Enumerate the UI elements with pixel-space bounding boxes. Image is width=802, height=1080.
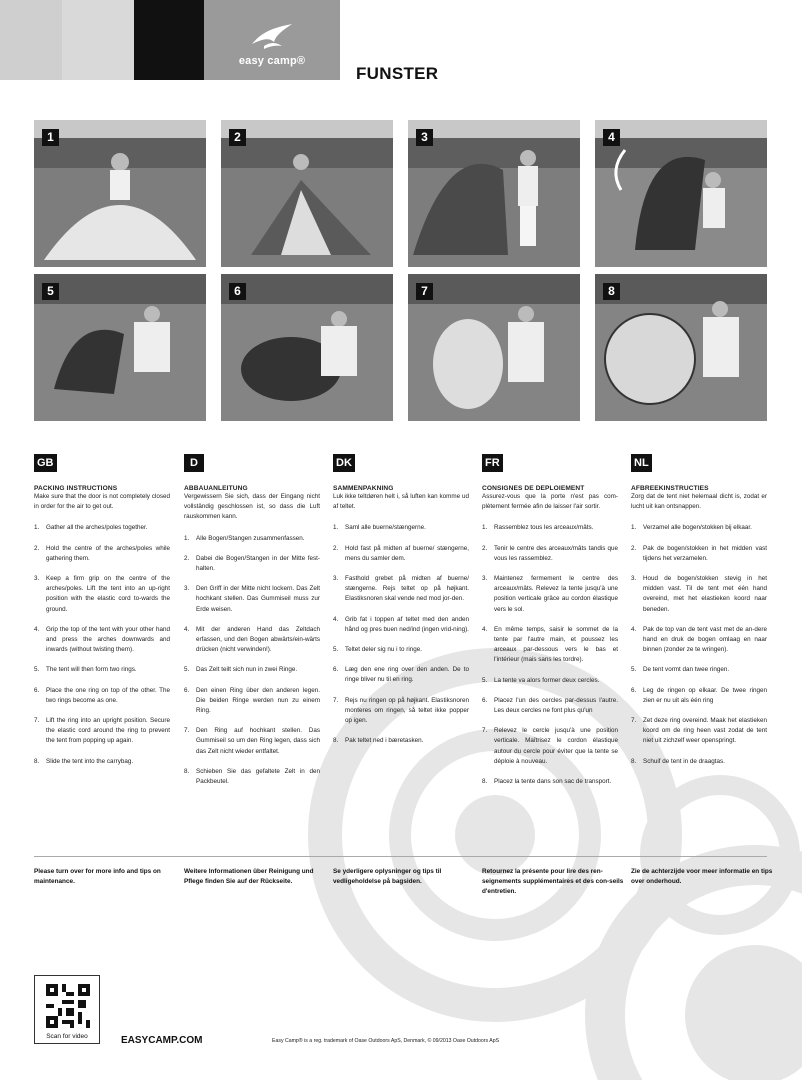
list-item: 5. The tent will then form two rings.: [34, 666, 137, 674]
step-number: 1: [42, 129, 59, 146]
step-photo-2: [221, 120, 393, 267]
qr-caption: Scan for video: [46, 1033, 88, 1040]
list-item: 5. La tente va alors former deux cercles.: [482, 676, 600, 684]
header-gray-block: [62, 0, 134, 80]
tent-photo-icon: [221, 120, 393, 267]
column-gb: [34, 453, 170, 777]
column-heading: AFBREEKINSTRUCTIES: [631, 485, 709, 492]
instruction-list: [184, 534, 320, 788]
list-item: 8. Pak teltet ned i bæretasken.: [333, 737, 424, 745]
step-photo-8: [595, 274, 767, 421]
tent-photo-icon: [34, 120, 206, 267]
lang-badge: GB: [34, 454, 57, 472]
list-item: 2. Pak de bogen/stokken in het midden vast tijdens het verzamelen.: [631, 544, 767, 562]
list-item: 1. Rassemblez tous les arceaux/mâts.: [482, 524, 594, 532]
tent-photo-icon: [595, 120, 767, 267]
step-photo-7: [408, 274, 580, 421]
list-item: 3. Keep a firm grip on the centre of the arches/poles. Lift the tent into an up-right position with the elastic cord to-wards the ground.: [34, 575, 170, 613]
list-item: 4. Pak de top van de tent vast met de an-dere hand en druk de bogen omlaag en naar binnen (zonder ze te wringen).: [631, 625, 767, 654]
list-item: 6. Den einen Ring über den anderen legen. Die beiden Ringe werden nun zu einem Ring.: [184, 686, 320, 715]
step-photo-5: [34, 274, 206, 421]
list-item: 2. Hold fast på midten af buerne/ stængerne, mens du samler dem.: [333, 544, 469, 562]
list-item: 1. Verzamel alle bogen/stokken bij elkaar.: [631, 524, 752, 532]
step-number: 3: [416, 129, 433, 146]
column-dk: [333, 453, 469, 756]
column-heading: PACKING INSTRUCTIONS: [34, 485, 118, 492]
step-number: 4: [603, 129, 620, 146]
footer-note-dk: Se yderligere oplysninger og tips til vedligeholdelse på bagsiden.: [333, 868, 442, 885]
step-photo-1: [34, 120, 206, 267]
list-item: 7. Den Ring auf hochkant stellen. Das Gummiseil so um den Ring legen, dass sich das Zelt nicht wieder entfaltet.: [184, 727, 320, 755]
list-item: 7. Rejs nu ringen op på højkant. Elastiksnoren monteres om ringen, så teltet ikke popper op igen.: [333, 696, 469, 725]
footer-note-fr: Retournez la présente pour lire des ren-seignements supplémentaires et des con-seils d'entretien.: [482, 868, 624, 895]
lang-badge: D: [184, 454, 204, 472]
list-item: 1. Alle Bogen/Stangen zusammenfassen.: [184, 534, 305, 542]
logo-wordmark: easy camp®: [238, 55, 306, 67]
list-item: 7. Zet deze ring overeind. Maak het elastieken koord om de ring heen vast zodat de tent niet uit zichzelf weer openspringt.: [631, 717, 767, 745]
column-intro: Assurez-vous que la porte n'est pas com-plètement fermée afin de laisser l'air sortir.: [482, 493, 618, 511]
column-heading: CONSIGNES DE DEPLOIEMENT: [482, 485, 585, 492]
footer-note-d: Weitere Informationen über Reinigung und Pflege finden Sie auf der Rückseite.: [184, 868, 314, 885]
qr-code-icon: [46, 984, 90, 1028]
lang-badge: DK: [333, 454, 355, 472]
list-item: 4. Mit der anderen Hand das Zeltdach erfassen, und den Bogen abwärts/ein-wärts drücken (nicht verwinden!).: [184, 625, 320, 654]
tent-photo-icon: [221, 274, 393, 421]
list-item: 2. Hold the centre of the arches/poles while gathering them.: [34, 544, 170, 562]
list-item: 1. Gather all the arches/poles together.: [34, 524, 148, 532]
column-heading: ABBAUANLEITUNG: [184, 485, 248, 492]
list-item: 6. Place the one ring on top of the other. The two rings become as one.: [34, 686, 170, 704]
column-intro: Vergewissern Sie sich, dass der Eingang nicht vollständig geschlossen ist, so dass die Luft rauskommen kann.: [184, 493, 320, 521]
step-number: 7: [416, 283, 433, 300]
lang-badge: NL: [631, 454, 652, 472]
footer-note-nl: Zie de achterzijde voor meer informatie en tips over onderhoud.: [631, 868, 773, 885]
tent-photo-icon: [595, 274, 767, 421]
list-item: 5. De tent vormt dan twee ringen.: [631, 666, 730, 674]
list-item: 3. Den Griff in der Mitte nicht lockern. Das Zelt hochkant stellen. Das Gummiseil muss zur Erde weisen.: [184, 585, 320, 613]
column-intro: Zorg dat de tent niet helemaal dicht is, zodat er lucht uit kan ontsnappen.: [631, 493, 767, 511]
brand-logo: [204, 0, 340, 80]
list-item: 8. Schuif de tent in de draagtas.: [631, 757, 725, 765]
step-number: 8: [603, 283, 620, 300]
instruction-list: [482, 523, 618, 787]
step-photo-4: [595, 120, 767, 267]
instruction-list: [333, 523, 469, 746]
column-fr: [482, 453, 618, 797]
list-item: 8. Schieben Sie das gefaltete Zelt in den Packbeutel.: [184, 767, 320, 786]
list-item: 4. Grib fat i toppen af teltet med den anden hånd og pres buen ned/ind (ingen vrid-ning).: [333, 615, 469, 633]
list-item: 7. Lift the ring into an upright position. Secure the elastic cord around the ring to prevent the tent from popping up again.: [34, 717, 170, 745]
step-photo-6: [221, 274, 393, 421]
list-item: 2. Tenir le centre des arceaux/mâts tandis que vous les rassemblez.: [482, 544, 618, 562]
list-item: 6. Leg de ringen op elkaar. De twee ringen zien er nu uit als één ring: [631, 686, 767, 704]
column-nl: [631, 453, 767, 777]
step-photo-3: [408, 120, 580, 267]
list-item: 6. Placez l'un des cercles par-dessus l'autre. Les deux cercles ne font plus qu'un: [482, 696, 618, 715]
tent-photo-icon: [408, 274, 580, 421]
step-number: 6: [229, 283, 246, 300]
list-item: 5. Teltet deler sig nu i to ringe.: [333, 646, 423, 654]
product-title: FUNSTER: [356, 64, 439, 83]
list-item: 7. Relevez le cercle jusqu'à une position verticale. Maîtrisez le cordon élastique autour du cercle pour éviter que la tente se déploie à nouveau.: [482, 727, 618, 765]
instruction-list: [631, 523, 767, 766]
instruction-list: [34, 523, 170, 766]
list-item: 6. Læg den ene ring over den anden. De to ringe bliver nu til en ring.: [333, 666, 469, 684]
footer-note-gb: Please turn over for more info and tips on maintenance.: [34, 868, 161, 885]
qr-code-box[interactable]: [34, 975, 100, 1044]
header-black-block: [134, 0, 204, 80]
column-d: [184, 453, 320, 797]
list-item: 3. Fasthold grebet på midten af buerne/ stængerne. Rejs teltet op på højkant. Elastiksnoren skal vende ned mod jor-den.: [333, 575, 469, 603]
list-item: 4. Grip the top of the tent with your other hand and press the arches downwards and inwards (without twisting them).: [34, 625, 170, 654]
tent-photo-icon: [34, 274, 206, 421]
website-link[interactable]: EASYCAMP.COM: [121, 1035, 203, 1046]
list-item: 4. En même temps, saisir le sommet de la tente par l'autre main, et poussez les arceaux par-dessous vers le bas et l'intérieur (mais sans les tordre).: [482, 625, 618, 664]
column-intro: Luk ikke teltdøren helt i, så luften kan komme ud af teltet.: [333, 493, 469, 511]
list-item: 8. Placez la tente dans son sac de transport.: [482, 778, 612, 786]
legal-notice: Easy Camp® is a reg. trademark of Oase Outdoors ApS, Denmark, © 09/2013 Oase Outdoors ApS: [272, 1038, 500, 1044]
column-heading: SAMMENPAKNING: [333, 485, 394, 492]
list-item: 3. Houd de bogen/stokken stevig in het midden vast. Til de tent met één hand overeind, met het elastieken koord naar beneden.: [631, 575, 767, 613]
header-gray-block-left: [0, 0, 62, 80]
list-item: 1. Saml alle buerne/stængerne.: [333, 524, 426, 532]
step-number: 2: [229, 129, 246, 146]
list-item: 2. Dabei die Bogen/Stangen in der Mitte fest-halten.: [184, 554, 320, 573]
list-item: 3. Maintenez fermement le centre des arceaux/mâts. Relevez la tente jusqu'à une position verticale grâce au cordon élastique vers le sol.: [482, 575, 618, 613]
list-item: 5. Das Zelt teilt sich nun in zwei Ringe.: [184, 666, 298, 674]
step-number: 5: [42, 283, 59, 300]
divider: [34, 856, 767, 857]
list-item: 8. Slide the tent into the carrybag.: [34, 757, 134, 765]
tent-photo-icon: [408, 120, 580, 267]
column-intro: Make sure that the door is not completely closed in order for the air to get out.: [34, 493, 170, 511]
bird-logo-icon: [250, 22, 294, 52]
lang-badge: FR: [482, 454, 503, 472]
